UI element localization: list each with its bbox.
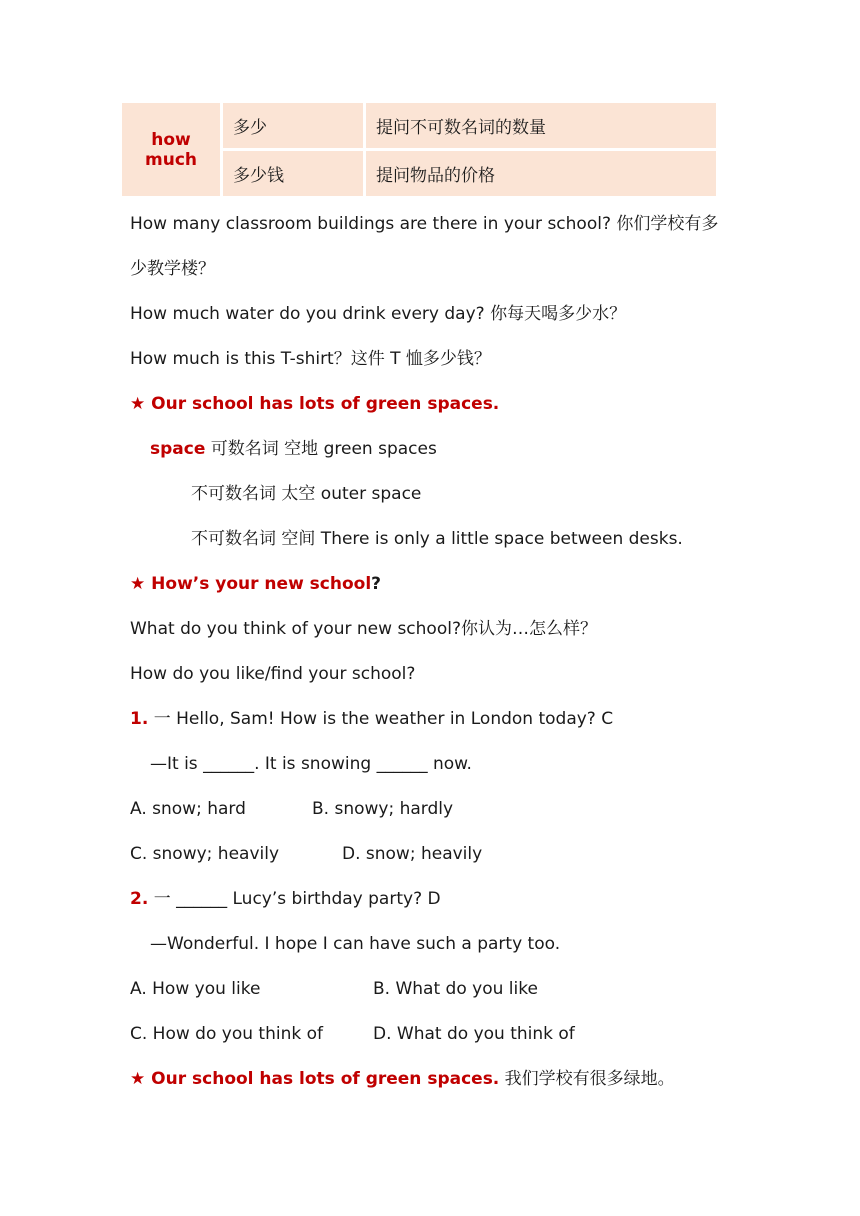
question-answer: —It is ______. It is snowing ______ now. bbox=[150, 754, 472, 774]
table-cell-usage: 提问不可数名词的数量 bbox=[366, 103, 716, 148]
question-2 bbox=[130, 887, 441, 911]
option-c: C. How do you think of bbox=[130, 1024, 323, 1044]
example-line: 少教学楼？ bbox=[130, 259, 215, 279]
space-line bbox=[150, 437, 437, 461]
table-cell-meaning: 多少 bbox=[223, 103, 363, 148]
example-line: How do you like/find your school? bbox=[130, 664, 416, 684]
space-line: 不可数名词 空间 There is only a little space between desks. bbox=[191, 529, 683, 549]
question-text: 一 ______ Lucy’s birthday party? D bbox=[148, 889, 441, 909]
option-a: A. How you like bbox=[130, 979, 261, 999]
table-cell-meaning: 多少钱 bbox=[223, 151, 363, 196]
question-number: 2. bbox=[130, 889, 149, 909]
example-line: What do you think of your new school?你认为…怎么样？ bbox=[130, 619, 597, 639]
example-line: How much water do you drink every day? 你每天喝多少水？ bbox=[130, 304, 627, 324]
question-answer: —Wonderful. I hope I can have such a party too. bbox=[150, 934, 561, 954]
space-meaning: 可数名词 空地 green spaces bbox=[205, 439, 437, 459]
example-line: How many classroom buildings are there in your school? 你们学校有多 bbox=[130, 214, 719, 234]
question-text: 一 Hello, Sam! How is the weather in London today? C bbox=[148, 709, 614, 729]
star-heading-text: ★ How’s your new school bbox=[130, 574, 372, 594]
star-heading-mark: ? bbox=[371, 574, 382, 594]
option-b: B. snowy; hardly bbox=[312, 799, 454, 819]
option-d: D. What do you think of bbox=[373, 1024, 575, 1044]
option-b: B. What do you like bbox=[373, 979, 538, 999]
vocab-table bbox=[119, 100, 719, 199]
space-line: 不可数名词 太空 outer space bbox=[191, 484, 422, 504]
star-heading-text: ★ Our school has lots of green spaces. bbox=[130, 1069, 500, 1089]
question-1 bbox=[130, 707, 613, 731]
table-head-cell: how much bbox=[122, 103, 220, 196]
example-line: How much is this T-shirt？这件 T 恤多少钱？ bbox=[130, 349, 491, 369]
option-d: D. snow; heavily bbox=[342, 844, 483, 864]
question-number: 1. bbox=[130, 709, 149, 729]
space-word: space bbox=[150, 439, 206, 459]
star-heading-translation: 我们学校有很多绿地。 bbox=[499, 1069, 675, 1089]
table-cell-usage: 提问物品的价格 bbox=[366, 151, 716, 196]
star-heading bbox=[130, 1067, 675, 1091]
table-row bbox=[122, 103, 716, 148]
star-heading bbox=[130, 572, 381, 596]
option-c: C. snowy; heavily bbox=[130, 844, 280, 864]
option-a: A. snow; hard bbox=[130, 799, 246, 819]
star-heading: ★ Our school has lots of green spaces. bbox=[130, 394, 500, 414]
